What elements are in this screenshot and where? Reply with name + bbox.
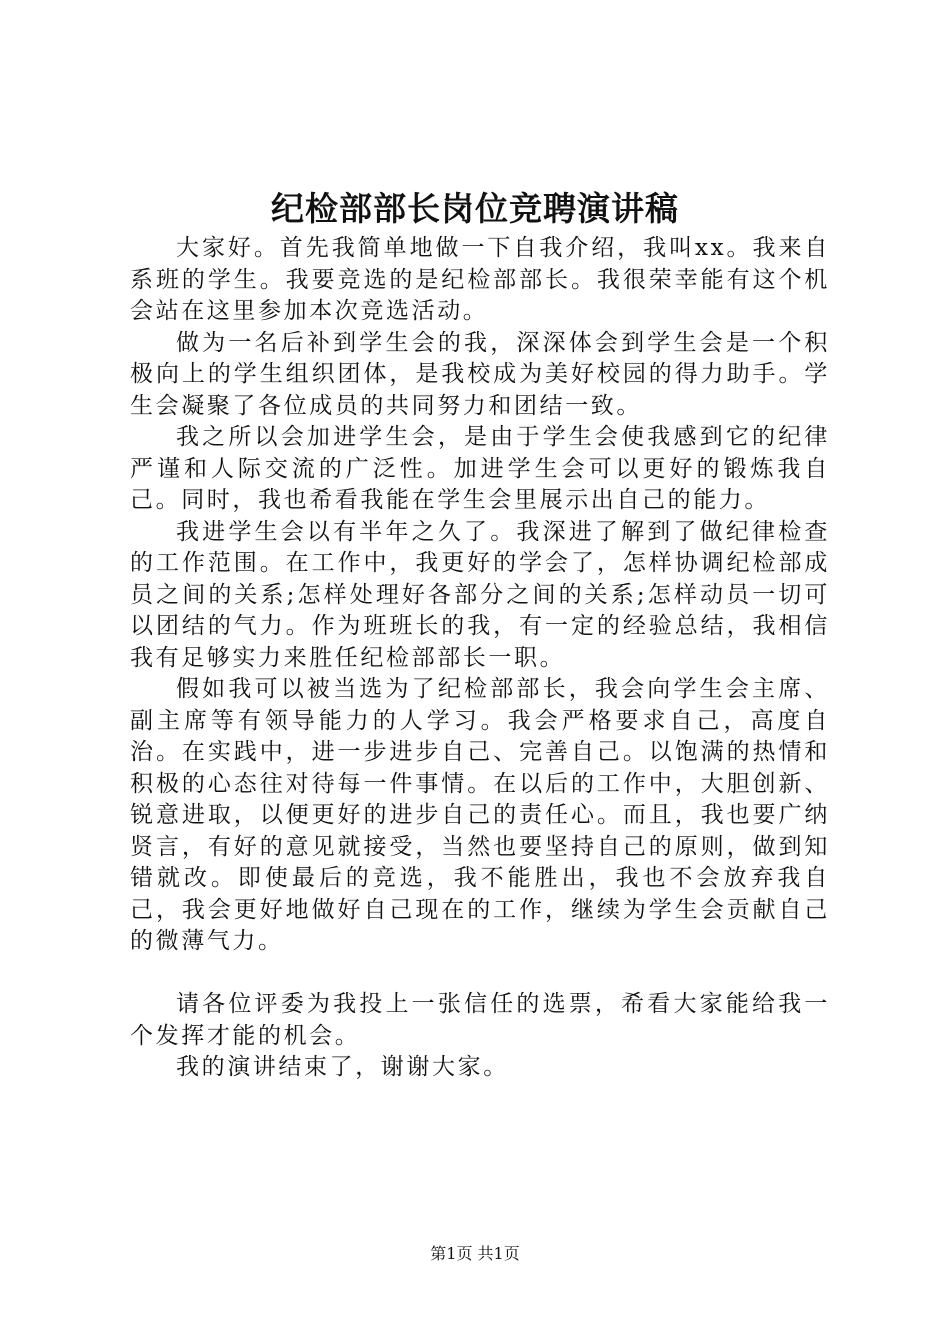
document-body [130, 233, 830, 1084]
paragraph-reason: 我之所以会加进学生会，是由于学生会使我感到它的纪律严谨和人际交流的广泛性。加进学生会可以更好的锻炼我自己。同时，我也希看我能在学生会里展示出自己的能力。 [130, 424, 830, 513]
paragraph-intro: 大家好。首先我简单地做一下自我介绍，我叫xx。我来自系班的学生。我要竞选的是纪检部部长。我很荣幸能有这个机会站在这里参加本次竞选活动。 [130, 235, 830, 324]
document-title: 纪检部部长岗位竞聘演讲稿 [271, 189, 679, 228]
paragraph-experience: 我进学生会以有半年之久了。我深进了解到了做纪律检查的工作范围。在工作中，我更好的学会了，怎样协调纪检部成员之间的关系;怎样处理好各部分之间的关系;怎样动员一切可以团结的气力。作为班班长的我，有一定的经验总结，我相信我有足够实力来胜任纪检部部长一职。 [130, 518, 830, 671]
paragraph-request: 请各位评委为我投上一张信任的选票，希看大家能给我一个发挥才能的机会。 [130, 991, 830, 1049]
page-footer: 第1页 共1页 [430, 1244, 520, 1263]
paragraph-closing: 我的演讲结束了，谢谢大家。 [176, 1054, 509, 1080]
paragraph-student-union: 做为一名后补到学生会的我，深深体会到学生会是一个积极向上的学生组织团体，是我校成为美好校园的得力助手。学生会凝聚了各位成员的共同努力和团结一致。 [130, 329, 830, 419]
paragraph-plans: 假如我可以被当选为了纪检部部长，我会向学生会主席、副主席等有领导能力的人学习。我会严格要求自己，高度自治。在实践中，进一步进步自己、完善自己。以饱满的热情和积极的心态往对待每一件事情。在以后的工作中，大胆创新、锐意进取，以便更好的进步自己的责任心。而且，我也要广纳贤言，有好的意见就接受，当然也要坚持自己的原则，做到知错就改。即使最后的竞选，我不能胜出，我也不会放弃我自己，我会更好地做好自己现在的工作，继续为学生会贡献自己的微薄气力。 [130, 676, 830, 954]
